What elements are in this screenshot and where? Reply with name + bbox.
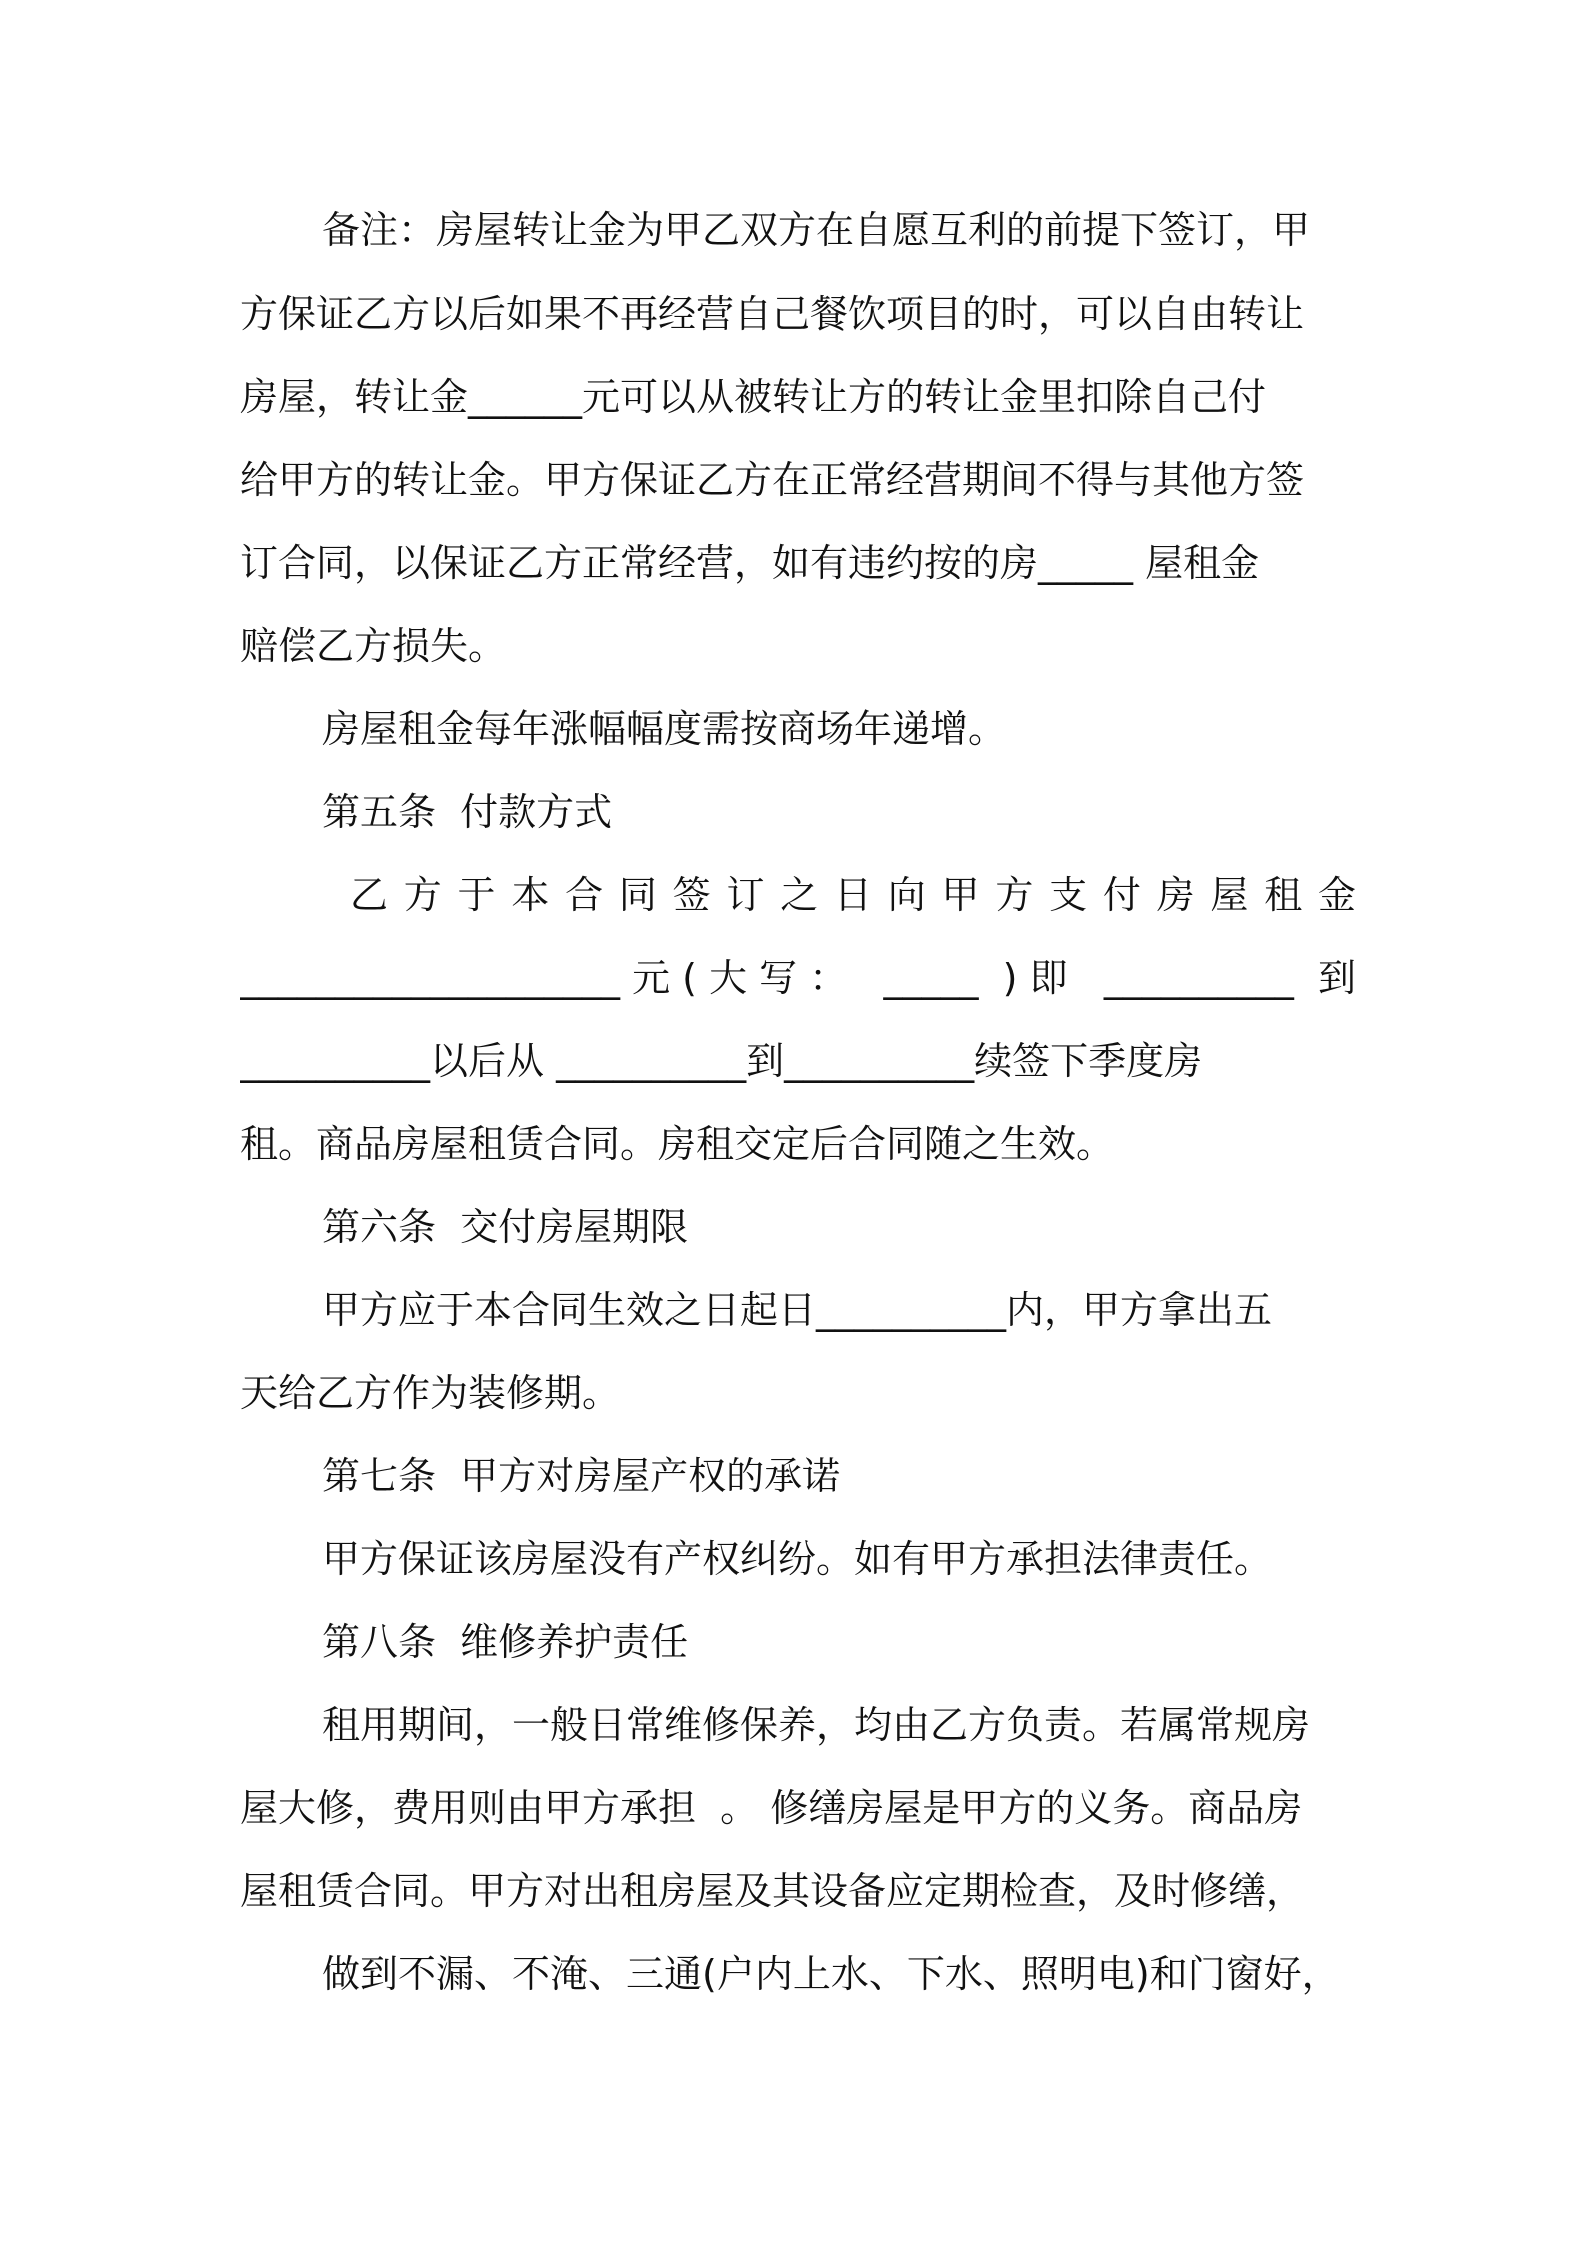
- text-line: 租。商品房屋租赁合同。房租交定后合同随之生效。: [240, 1122, 1115, 1166]
- text-line: 租用期间，一般日常维修保养，均由乙方负责。若属常规房: [322, 1703, 1311, 1747]
- article-heading: 第八条 维修养护责任: [322, 1620, 689, 1664]
- text-line: 备注：房屋转让金为甲乙双方在自愿互利的前提下签订，甲: [322, 208, 1311, 252]
- article-heading: 第七条 甲方对房屋产权的承诺: [322, 1454, 841, 1498]
- text-line: 屋租赁合同。甲方对出租房屋及其设备应定期检查，及时修缮，: [240, 1869, 1305, 1913]
- text-line: 甲方应于本合同生效之日起日__________内，甲方拿出五: [322, 1288, 1273, 1332]
- text-line: 给甲方的转让金。甲方保证乙方在正常经营期间不得与其他方签: [240, 458, 1305, 502]
- text-line: 房屋，转让金______元可以从被转让方的转让金里扣除自己付: [240, 375, 1267, 419]
- text-line: 赔偿乙方损失。: [240, 624, 507, 668]
- article-heading: 第六条 交付房屋期限: [322, 1205, 689, 1249]
- text-line: 订合同，以保证乙方正常经营，如有违约按的房_____ 屋租金: [240, 541, 1260, 585]
- text-line: 方保证乙方以后如果不再经营自己餐饮项目的时，可以自由转让: [240, 292, 1305, 336]
- text-line: 甲方保证该房屋没有产权纠纷。如有甲方承担法律责任。: [322, 1537, 1273, 1581]
- text-line: 房屋租金每年涨幅幅度需按商场年递增。: [322, 707, 1007, 751]
- text-line: 乙方于本合同签订之日向甲方支付房屋租金: [350, 873, 1356, 917]
- article-heading: 第五条 付款方式: [322, 790, 613, 834]
- text-line: 天给乙方作为装修期。: [240, 1371, 621, 1415]
- text-line: 屋大修，费用则由甲方承担 。 修缮房屋是甲方的义务。商品房: [240, 1786, 1303, 1830]
- text-line: 做到不漏、不淹、三通(户内上水、下水、照明电)和门窗好，: [322, 1952, 1340, 1996]
- text-line: __________以后从 __________到__________续签下季度房: [240, 1039, 1203, 1083]
- text-line: ____________________元(大写： _____ )即 __________ 到: [240, 956, 1356, 1000]
